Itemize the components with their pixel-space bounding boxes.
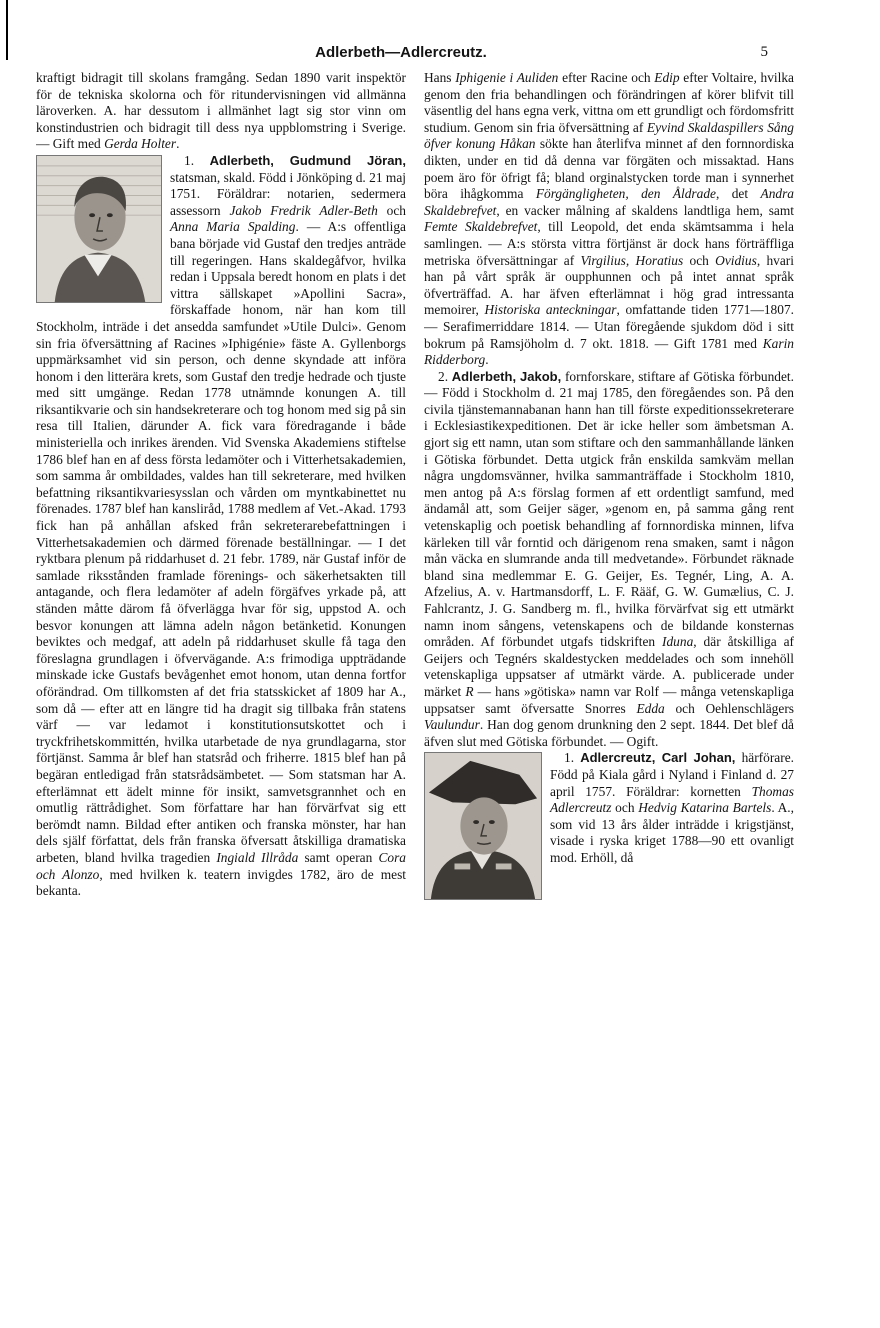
- text-run: och: [683, 252, 716, 268]
- text-run: , omfattande tiden 1771—1807. — Serafimerriddare 1814. — Utan föregående sjukdom död i sitt bokrum på Ramsjöholm d. 7 okt. 1818. — Gift 1781 med: [424, 302, 794, 351]
- right-column: [424, 70, 794, 1320]
- parent-name: Thomas Adlercreutz: [550, 783, 794, 816]
- text-run: härförare. Född på Kiala gård i Nyland i Finland d. 27 april 1757. Föräldrar: kornetten: [550, 750, 794, 799]
- entry-number: 1.: [184, 152, 195, 168]
- work-title: Edda: [636, 700, 665, 716]
- text-run: efter Racine och: [558, 70, 655, 85]
- entry-adlerbeth-jakob: [424, 369, 794, 751]
- page-header: [36, 44, 766, 66]
- text-run: . — A:s offentliga bana började vid Gustaf den tredjes anträde till regeringen. Hans skaldegåfvor, hvilka redan i Uppsala beredt honom en plats i det vittra sällskapet »Apollini Sacra», förskaffade honom, när han kom till Stockholm, inträde i det ansedda samfundet »Utile Dulci». Genom sin fria öfversättning af Racines »Iphigénie» fäste A. Gyllenborgs uppmärksamhet vid sin person, och denne skyndade att införa honom i den litterära krets, som Gustaf den tredje hedrade och tjuste med sitt umgänge. Redan 1778 utnämnde konungen A. till riksantikvarie och sin handsekreterare och tog honom med sig på sin resa till Italien, därunder A. fick vara föredragande i både ministeriella och inrikes ärenden. Vid Svenska Akademiens stiftelse 1786 blef han en af dess första ledamöter och i Vitterhetsakademien, som samma år ombildades, valdes han till sekreterare, med hvilken befattning riksantikvariesysslan och vården om myntkabinettet nu förenades. 1787 blef han kansliråd, 1788 medlem af Vet.-Akad. 1793 fick han på anhållan afsked från sekreterarebefattningen i Vitterhetsakademien och därmed förenade beställningar. — I det ryktbara plenum på riddarhuset d. 21 febr. 1789, när Gustaf inför de samlade riksstånden framlade förenings- och säkerhetsakten till antagande, och flera ledamöter af adeln förgäfves yrkade på, att ständen måtte därom få öfverlägga hvar för sig, uppstod A. och besvor konungen att lämna adeln någon betänketid. Konungen beviktes och medgaf, att adeln på riddarhuset skulle få taga den föreslagna grundlagen i öfvervägande. A:s frimodiga uppträdande minskade icke Gustafs bevågenhet emot honom, utan denna fortfor oförändrad. Om tillkomsten af det fria statsskicket af 1809 har A., som då — efter att en längre tid ha dragit sig tillbaka från statens värf — var ledamot i konstitutionsutskottet och i tryckfrihetskommittén, hvilka utarbetade de nya grundlagarna, stor förtjänst. Samma år blef han statsråd och friherre. 1815 blef han på begäran entledigad från statsrådsämbetet. — Som statsman har A. efterlämnat ett ädelt minne för insikt, samvetsgrannhet och en omutlig rättrådighet. Som författare har han förvärfvat sig ett berömdt namn. Bildad efter antiken och franska mönster, har han dels själf författat, dels från franska öfversatt åtskilliga dramatiska arbeten, bland hvilka tragedien: [36, 219, 406, 865]
- entry-heading: Adlerbeth, Gudmund Jöran,: [209, 152, 406, 168]
- text-run: .: [485, 352, 489, 368]
- text-run: , det: [715, 186, 761, 202]
- page-number: 5: [760, 44, 768, 60]
- text-run: sökte han återlifva minnet af den fornnordiska dikten, under en tid då denna var förgäten och missaktad. Hans poem äro för öfrigt få; bland orginalstycken torde man i synnerhet böra ihågkomma: [424, 136, 794, 202]
- work-title: Eyvind Skaldaspillers Sång öfver konung Håkan: [424, 119, 794, 152]
- text-run: efter Voltaire, hvilka genom den fria behandlingen och förändringen af körer blifvit till väsentlig del hans egna verk, vittna om ett grundligt och fördomsfritt studium. Genom sin fria öfversättning af: [424, 70, 794, 135]
- text-run: statsman, skald. Född i Jönköping d. 21 maj 1751. Föräldrar: notarien, sedermera assessorn: [170, 169, 406, 218]
- entry-heading: Adlercreutz, Carl Johan,: [580, 750, 736, 766]
- intro-paragraph: [36, 70, 406, 153]
- running-title: Adlerbeth—Adlercreutz.: [315, 44, 487, 61]
- text-run: fornforskare, stiftare af Götiska förbundet. — Född i Stockholm d. 21 maj 1785, den föregåendes son. På den civila tjänstemannabanan hann han till förste expeditionssekreterare i Ecklesiastikexpeditionen. Det är icke heller som ämbetsman A. gjort sig ett namn, utan som stiftare och den sammanhållande länken i Götiska förbundet. Detta utgick från enskilda samkväm mellan några ungdomsvänner, hvilka sammanträffade i Stockholm 1810, men antog på A:s förslag formen af ett ordentligt samfund, med ändamål att, som Geijer säger, »genom en, på samma gång rent vetenskaplig och poetisk behandling af fornnordiska minnen, lifva kärleken till vår forntid och därigenom rena smaken, samt i någon mån väcka en slumrande anda till medvetande». Förbundet räknade bland sina medlemmar E. G. Geijer, Es. Tegnér, Ling, A. A. Afzelius, A. v. Hartmansdorff, L. F. Rääf, G. W. Gumælius, C. J. Fahlcrantz, J. G. Sandberg m. fl., hvilka förvärfvat sig ett utmärkt namn inom sångens, vetenskapens och de bildande konsternas områden. Af förbundet utgafs tidskriften: [424, 368, 794, 650]
- work-title: Förgängligheten, den Åldrade: [535, 186, 716, 202]
- entry-number: 1.: [564, 750, 575, 766]
- work-title: Ingiald Illråda: [216, 849, 299, 865]
- work-title: Andra Skaldebrefvet: [424, 186, 794, 218]
- margin-rule: [6, 0, 8, 60]
- text-run: och: [611, 800, 639, 816]
- entry-number: 2.: [438, 368, 449, 384]
- text-run: samt operan: [298, 849, 379, 865]
- parent-name: Anna Maria Spalding: [170, 219, 296, 235]
- text-run: och: [377, 202, 406, 218]
- text-run: , hvari han på vårt språk är oupphunnen och på intet annat språk öfverträffad. A. har äfven efterlämnat i hög grad intressanta memoirer,: [424, 252, 794, 318]
- spouse-name: Gerda Holter: [104, 136, 177, 152]
- work-title: Historiska anteckningar: [484, 302, 617, 318]
- signature-mark: R: [465, 683, 474, 699]
- work-title: Iduna: [662, 634, 694, 650]
- entry-adlerbeth-gudmund: [36, 153, 406, 900]
- work-title: Cora och Alonzo: [36, 849, 406, 882]
- work-title: Edip: [654, 70, 680, 85]
- text-run: .: [176, 136, 180, 152]
- entry-heading: Adlerbeth, Jakob,: [451, 368, 562, 384]
- spouse-name: Karin Ridderborg: [424, 335, 794, 368]
- portrait-image: [424, 752, 542, 900]
- text-run: , till Leopold, det enda skämtsamma i hela samlingen. — A:s största vittra förtjänst är dock hans förträffliga metriska öfversättningar af: [424, 219, 794, 268]
- left-column: [36, 70, 406, 1320]
- text-run: , där åtskilliga af Geijers och Tegnérs skaldestycken meddelades och som innehöll vetenskapliga uppsatser af utmärkt värde. A. publicerade under märket: [424, 634, 794, 699]
- text-run: , en vacker målning af skaldens landtliga hem, samt: [496, 202, 794, 218]
- entry-adlercreutz-carl-johan: [424, 750, 794, 866]
- author-names: Virgilius, Horatius: [580, 252, 684, 268]
- work-title: Femte Skaldebrefvet: [424, 219, 538, 235]
- entry1-continuation: [424, 70, 794, 369]
- portrait-image: [36, 155, 162, 303]
- text-run: och Oehlenschlägers: [664, 700, 794, 716]
- text-run: . A., som vid 13 års ålder inträdde i krigstjänst, visade i ryska kriget 1788—90 ett ovanligt mod. Erhöll, då: [550, 800, 794, 865]
- work-title: Iphigenie i Auliden: [455, 70, 559, 85]
- parent-name: Hedvig Katarina Bartels: [638, 800, 772, 816]
- text-run: , med hvilken k. teatern invigdes 1782, äro de mest bekanta.: [36, 866, 406, 899]
- work-title: Vaulundur: [424, 717, 480, 733]
- text-run: Hans: [424, 70, 456, 85]
- text-run: kraftigt bidragit till skolans framgång. Sedan 1890 varit inspektör för de tekniska skolorna och för ritundervisningen vid allmänna läroverken. A. har dessutom i allmänhet lagt sig stor vinn om konstindustrien och bidragit till dess nya uppblomstring i Sverige. — Gift med: [36, 70, 406, 152]
- text-run: . Han dog genom drunkning den 2 sept. 1844. Det blef då äfven slut med Götiska förbundet. — Ogift.: [424, 717, 794, 749]
- author-names: Ovidius: [715, 252, 757, 268]
- parent-name: Jakob Fredrik Adler-Beth: [229, 202, 378, 218]
- text-run: — hans »götiska» namn var Rolf — många vetenskapliga uppsatser samt öfversatte Snorres: [424, 683, 794, 716]
